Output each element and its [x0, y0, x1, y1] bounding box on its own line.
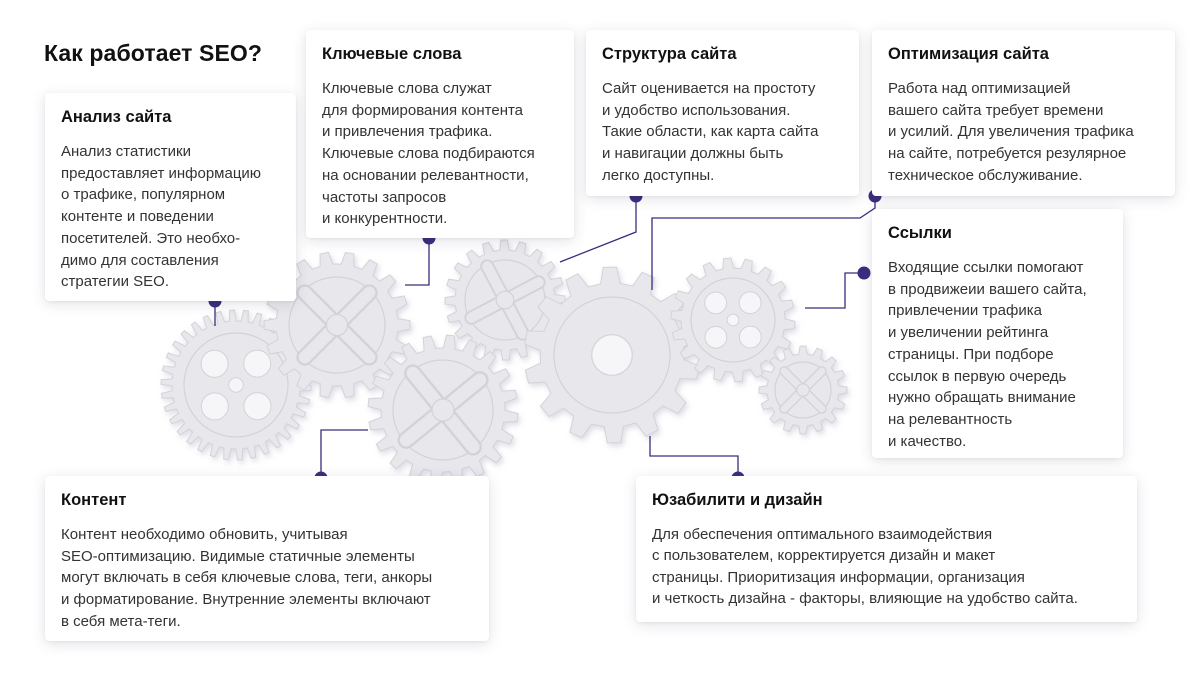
card-usability-design — [636, 476, 1137, 622]
card-heading: Юзабилити и дизайн — [652, 491, 823, 509]
gear-icon — [759, 346, 847, 434]
card-content — [45, 476, 489, 641]
connector-line — [650, 436, 738, 478]
card-heading: Контент — [61, 491, 127, 509]
gear-icon — [368, 335, 518, 485]
card-site-optimization — [872, 30, 1175, 196]
card-heading: Структура сайта — [602, 45, 737, 63]
card-text: Для обеспечения оптимального взаимодействия с пользователем, корректируется дизайн и макет страницы. Приоритизация информации, организация и четкость дизайна - факторы, влияющие на удобство сайта. — [652, 526, 1078, 607]
card-text: Работа над оптимизацией вашего сайта требует времени и усилий. Для увеличения трафика на сайте, потребуется резулярное техническое обслуживание. — [888, 80, 1134, 184]
page-title: Как работает SEO? — [44, 40, 263, 66]
connector-line — [805, 273, 864, 308]
connector-dot — [858, 267, 871, 280]
card-text: Входящие ссылки помогают в продвижеии вашего сайта, привлечении трафика и увеличении рейтинга страницы. При подборе ссылок в первую очередь нужно обращать внимание на релевантность и качество. — [888, 259, 1087, 450]
card-site-analysis — [45, 93, 296, 301]
card-text: Сайт оценивается на простоту и удобство использования. Такие области, как карта сайта и навигации должны быть легко доступны. — [602, 80, 819, 184]
connector-line — [405, 238, 429, 285]
card-heading: Оптимизация сайта — [888, 45, 1049, 63]
card-links — [872, 209, 1123, 458]
card-heading: Ссылки — [888, 224, 952, 242]
card-text: Контент необходимо обновить, учитывая SEO-оптимизацию. Видимые статичные элементы могут включать в себя ключевые слова, теги, анкоры и форматирование. Внутренние элементы включают в себя мета-теги. — [61, 526, 433, 630]
card-heading: Ключевые слова — [322, 45, 462, 63]
card-text: Анализ статистики предоставляет информацию о трафике, популярном контенте и поведении посетителей. Это необхо- димо для составления стратегии SEO. — [61, 143, 262, 291]
card-heading: Анализ сайта — [61, 108, 172, 126]
card-keywords — [306, 30, 574, 238]
connector-line — [321, 430, 368, 478]
card-text: Ключевые слова служат для формирования контента и привлечения трафика. Ключевые слова подбираются на основании релевантности, частоты запросов и конкурентности. — [322, 80, 535, 228]
card-site-structure — [586, 30, 859, 196]
